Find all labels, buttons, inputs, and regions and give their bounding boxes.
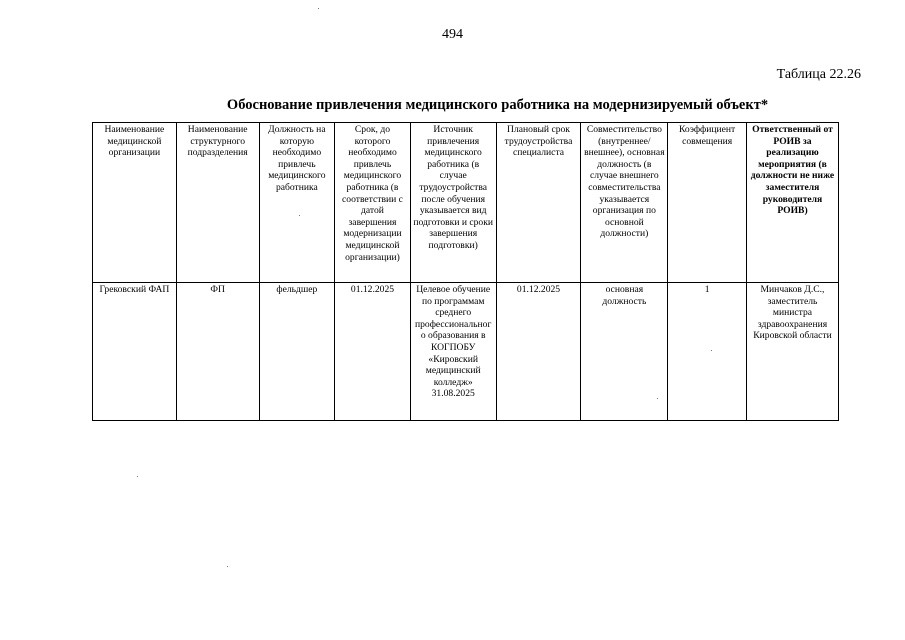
scan-speck	[137, 476, 138, 477]
header-combination: Совместительство (внутреннее/внешнее), основная должность (в случае внешнего совместительства указывается организация по основной должности)	[581, 123, 668, 283]
cell-coefficient: 1	[668, 283, 747, 421]
justification-table	[92, 122, 839, 421]
table-header-row	[93, 123, 839, 283]
document-title: Обоснование привлечения медицинского работника на модернизируемый объект*	[226, 97, 769, 113]
header-position: Должность на которую необходимо привлечь медицинского работника	[259, 123, 335, 283]
table-label: Таблица 22.26	[776, 67, 861, 82]
cell-position: фельдшер	[259, 283, 335, 421]
header-deadline: Срок, до которого необходимо привлечь медицинского работника (в соответствии с датой завершения модернизации медицинской организации)	[335, 123, 411, 283]
header-subdivision: Наименование структурного подразделения	[176, 123, 259, 283]
page-number: 494	[442, 27, 463, 42]
scan-speck	[299, 215, 300, 216]
scan-speck	[227, 566, 228, 567]
scan-speck	[711, 350, 712, 351]
header-source: Источник привлечения медицинского работника (в случае трудоустройства после обучения указывается вид подготовки и сроки завершения подготовки)	[410, 123, 496, 283]
cell-subdivision: ФП	[176, 283, 259, 421]
cell-responsible: Минчаков Д.С., заместитель министра здравоохранения Кировской области	[746, 283, 838, 421]
header-coefficient: Коэффициент совмещения	[668, 123, 747, 283]
scan-speck	[318, 8, 319, 9]
cell-planned-date: 01.12.2025	[496, 283, 581, 421]
cell-combination: основная должность	[581, 283, 668, 421]
cell-deadline: 01.12.2025	[335, 283, 411, 421]
scan-speck	[657, 398, 658, 399]
header-responsible: Ответственный от РОИВ за реализацию мероприятия (в должности не ниже заместителя руководителя РОИВ)	[746, 123, 838, 283]
cell-source: Целевое обучение по программам среднего профессионального образования в КОГПОБУ «Кировский медицинский колледж» 31.08.2025	[410, 283, 496, 421]
table-row	[93, 283, 839, 421]
cell-organization: Грековский ФАП	[93, 283, 177, 421]
header-planned-date: Плановый срок трудоустройства специалиста	[496, 123, 581, 283]
header-organization: Наименование медицинской организации	[93, 123, 177, 283]
